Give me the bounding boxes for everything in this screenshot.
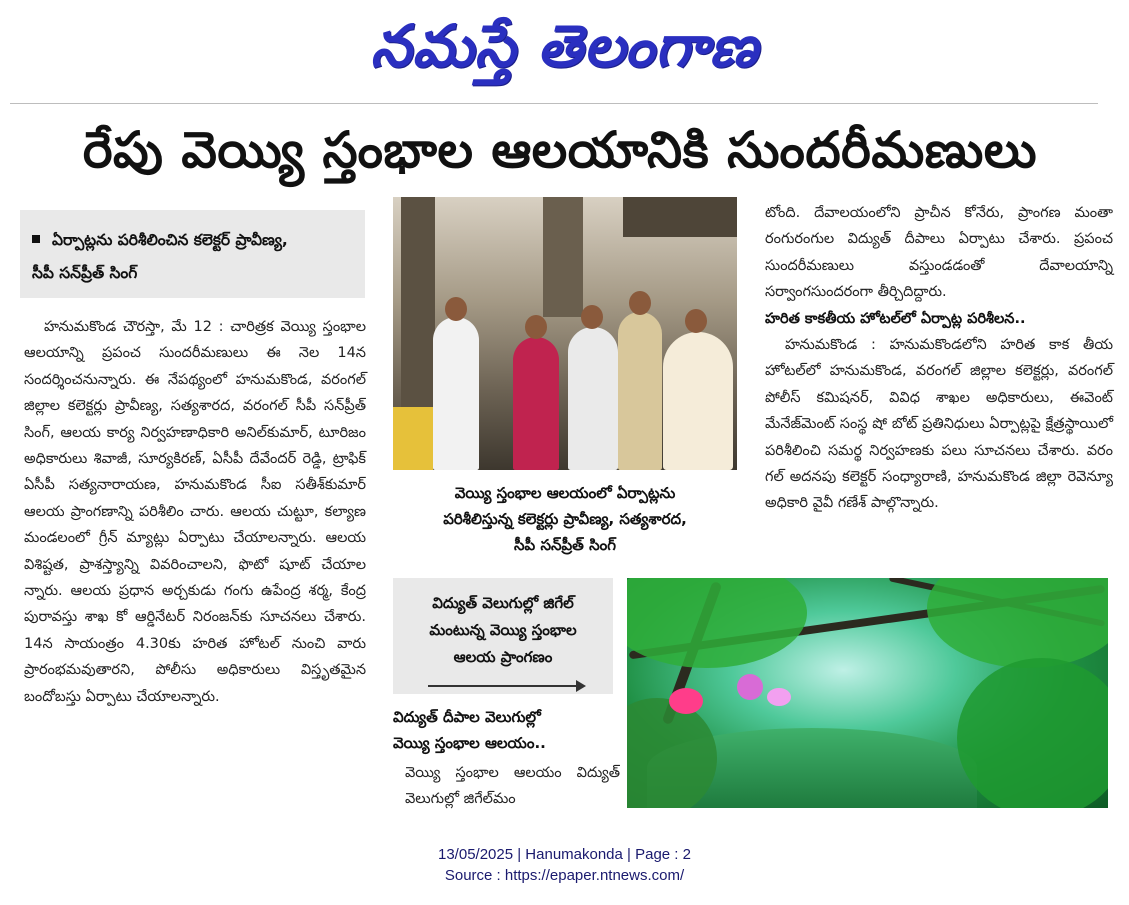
subhead-right: హరిత కాకతీయ హోటల్‌లో ఏర్పాట్ల పరిశీలన.. xyxy=(765,310,1026,327)
newspaper-logo: నమస్తే తెలంగాణ xyxy=(370,12,759,80)
arrow-icon xyxy=(428,685,578,687)
bullet-icon xyxy=(32,235,40,243)
caption2-title-line-1: విద్యుత్ దీపాల వెలుగుల్లో xyxy=(393,708,541,726)
article-headline: రేపు వెయ్యి స్తంభాల ఆలయానికి సుందరీమణులు xyxy=(82,121,1038,179)
lighting-callout-line-2: మంటున్న వెయ్యి స్తంభాల xyxy=(429,621,577,639)
photo-caption xyxy=(393,480,737,558)
temple-lighting-photo xyxy=(627,578,1108,808)
arrow-head-icon xyxy=(576,680,586,692)
footer-date-edition: 13/05/2025 | Hanumakonda | Page : 2 xyxy=(438,846,691,863)
masthead xyxy=(0,6,1129,86)
masthead-divider xyxy=(10,103,1098,104)
article-body-right xyxy=(765,200,1113,517)
body-paragraph-right-1: టోంది. దేవాలయంలోని ప్రాచీన కోనేరు, ప్రాంగణ మంతా రంగురంగుల విద్యుత్ దీపాలు ఏర్పాటు చేశారు. ప్రపంచ సుందరీమణులు వస్తుండడంతో దేవాలయాన్ని సర్వాంగసుందరంగా తీర్చిదిద్దారు. xyxy=(765,205,1113,301)
lighting-callout-line-3: ఆలయ ప్రాంగణం xyxy=(453,648,553,666)
lighting-photo-caption-title xyxy=(393,704,618,756)
photo-caption-line-1: వెయ్యి స్తంభాల ఆలయంలో ఏర్పాట్లను xyxy=(454,484,676,502)
lighting-callout-box xyxy=(393,578,613,694)
photo-caption-line-3: సీపీ సన్‌ప్రీత్ సింగ్ xyxy=(514,536,616,554)
callout-line-2: సీపీ సన్‌ప్రీత్ సింగ్ xyxy=(32,264,138,282)
article-body-left xyxy=(24,314,366,710)
photo-caption-line-2: పరిశీలిస్తున్న కలెక్టర్లు ప్రావీణ్య, సత్యశారద, xyxy=(443,510,687,528)
collectors-inspection-photo xyxy=(393,197,737,470)
body-paragraph-right-2: హనుమకొండ : హనుమకొండలోని హరిత కాక తీయ హోటల్‌లో హనుమకొండ, వరంగల్ జిల్లాల కలెక్టర్లు, వరంగల్ పోలీస్ కమిషనర్, వివిధ శాఖల అధికారులు, ఈవెంట్ మేనేజ్‌మెంట్ సంస్థ షో బోట్ ప్రతినిధులు ఏర్పాట్లపై క్షేత్రస్థాయిలో పరిశీలించి సమర్థ నిర్వహణకు పలు సూచనలు చేశారు. వరం గల్ అదనపు కలెక్టర్ సంధ్యారాణి, హనుమకొండ జిల్లా రెవెన్యూ అధికారి వైవీ గణేశ్ పాల్గొన్నారు. xyxy=(765,337,1113,512)
body-paragraph-left: హనుమకొండ చౌరస్తా, మే 12 : చారిత్రక వెయ్యి స్తంభాల ఆలయాన్ని ప్రపంచ సుందరీమణులు ఈ నెల 14న సందర్శించనున్నారు. ఈ నేపథ్యంలో హనుమకొండ, వరంగల్ జిల్లాల కలెక్టర్లు ప్రావీణ్య, సత్యశారద, వరంగల్ సీపీ సన్‌ప్రీత్ సింగ్, ఆలయ కార్య నిర్వహణాధికారి అనిల్‌కుమార్, టూరిజం అధికారులు శివాజీ, సూర్యకిరణ్, ఏసీపీ దేవేందర్ రెడ్డి, ట్రాఫిక్ ఏసీపీ సత్యనారాయణ, హనుమకొండ సీఐ సతీశ్‌కుమార్ ఆలయ ప్రాంగణాన్ని పరిశీలిం చారు. ఆలయ చుట్టూ, కల్యాణ మండలంలో గ్రీన్ మ్యాట్లు ఏర్పాటు చేయాలన్నారు. ఆలయ విశిష్టత, ప్రాశస్త్యాన్ని వివరించాలని, ఫొటో షూట్ చేయాల న్నారు. ఆలయ ప్రధాన అర్చకుడు గంగు ఉపేంద్ర శర్మ, కేంద్ర పురావస్తు శాఖ కో ఆర్డినేటర్ నిరంజన్‌కు సూచనలు చేశారు. 14న సాయంత్రం 4.30కు హరిత హోటల్ నుంచి వారు ప్రారంభమవుతారని, పోలీసు అధికారులు విస్తృతమైన బందోబస్తు ఏర్పాటు చేయాలన్నారు. xyxy=(24,319,366,705)
footer-source: Source : https://epaper.ntnews.com/ xyxy=(444,867,685,884)
lighting-photo-caption-body: వెయ్యి స్తంభాల ఆలయం విద్యుత్ వెలుగుల్లో జిగేల్‌మం xyxy=(405,765,620,807)
highlight-callout xyxy=(20,210,365,298)
callout-line-1: ఏర్పాట్లను పరిశీలించిన కలెక్టర్ ప్రావీణ్య, xyxy=(32,224,355,257)
lighting-callout-line-1: విద్యుత్ వెలుగుల్లో జిగేల్ xyxy=(432,594,574,612)
caption2-title-line-2: వెయ్యి స్తంభాల ఆలయం.. xyxy=(393,734,546,752)
